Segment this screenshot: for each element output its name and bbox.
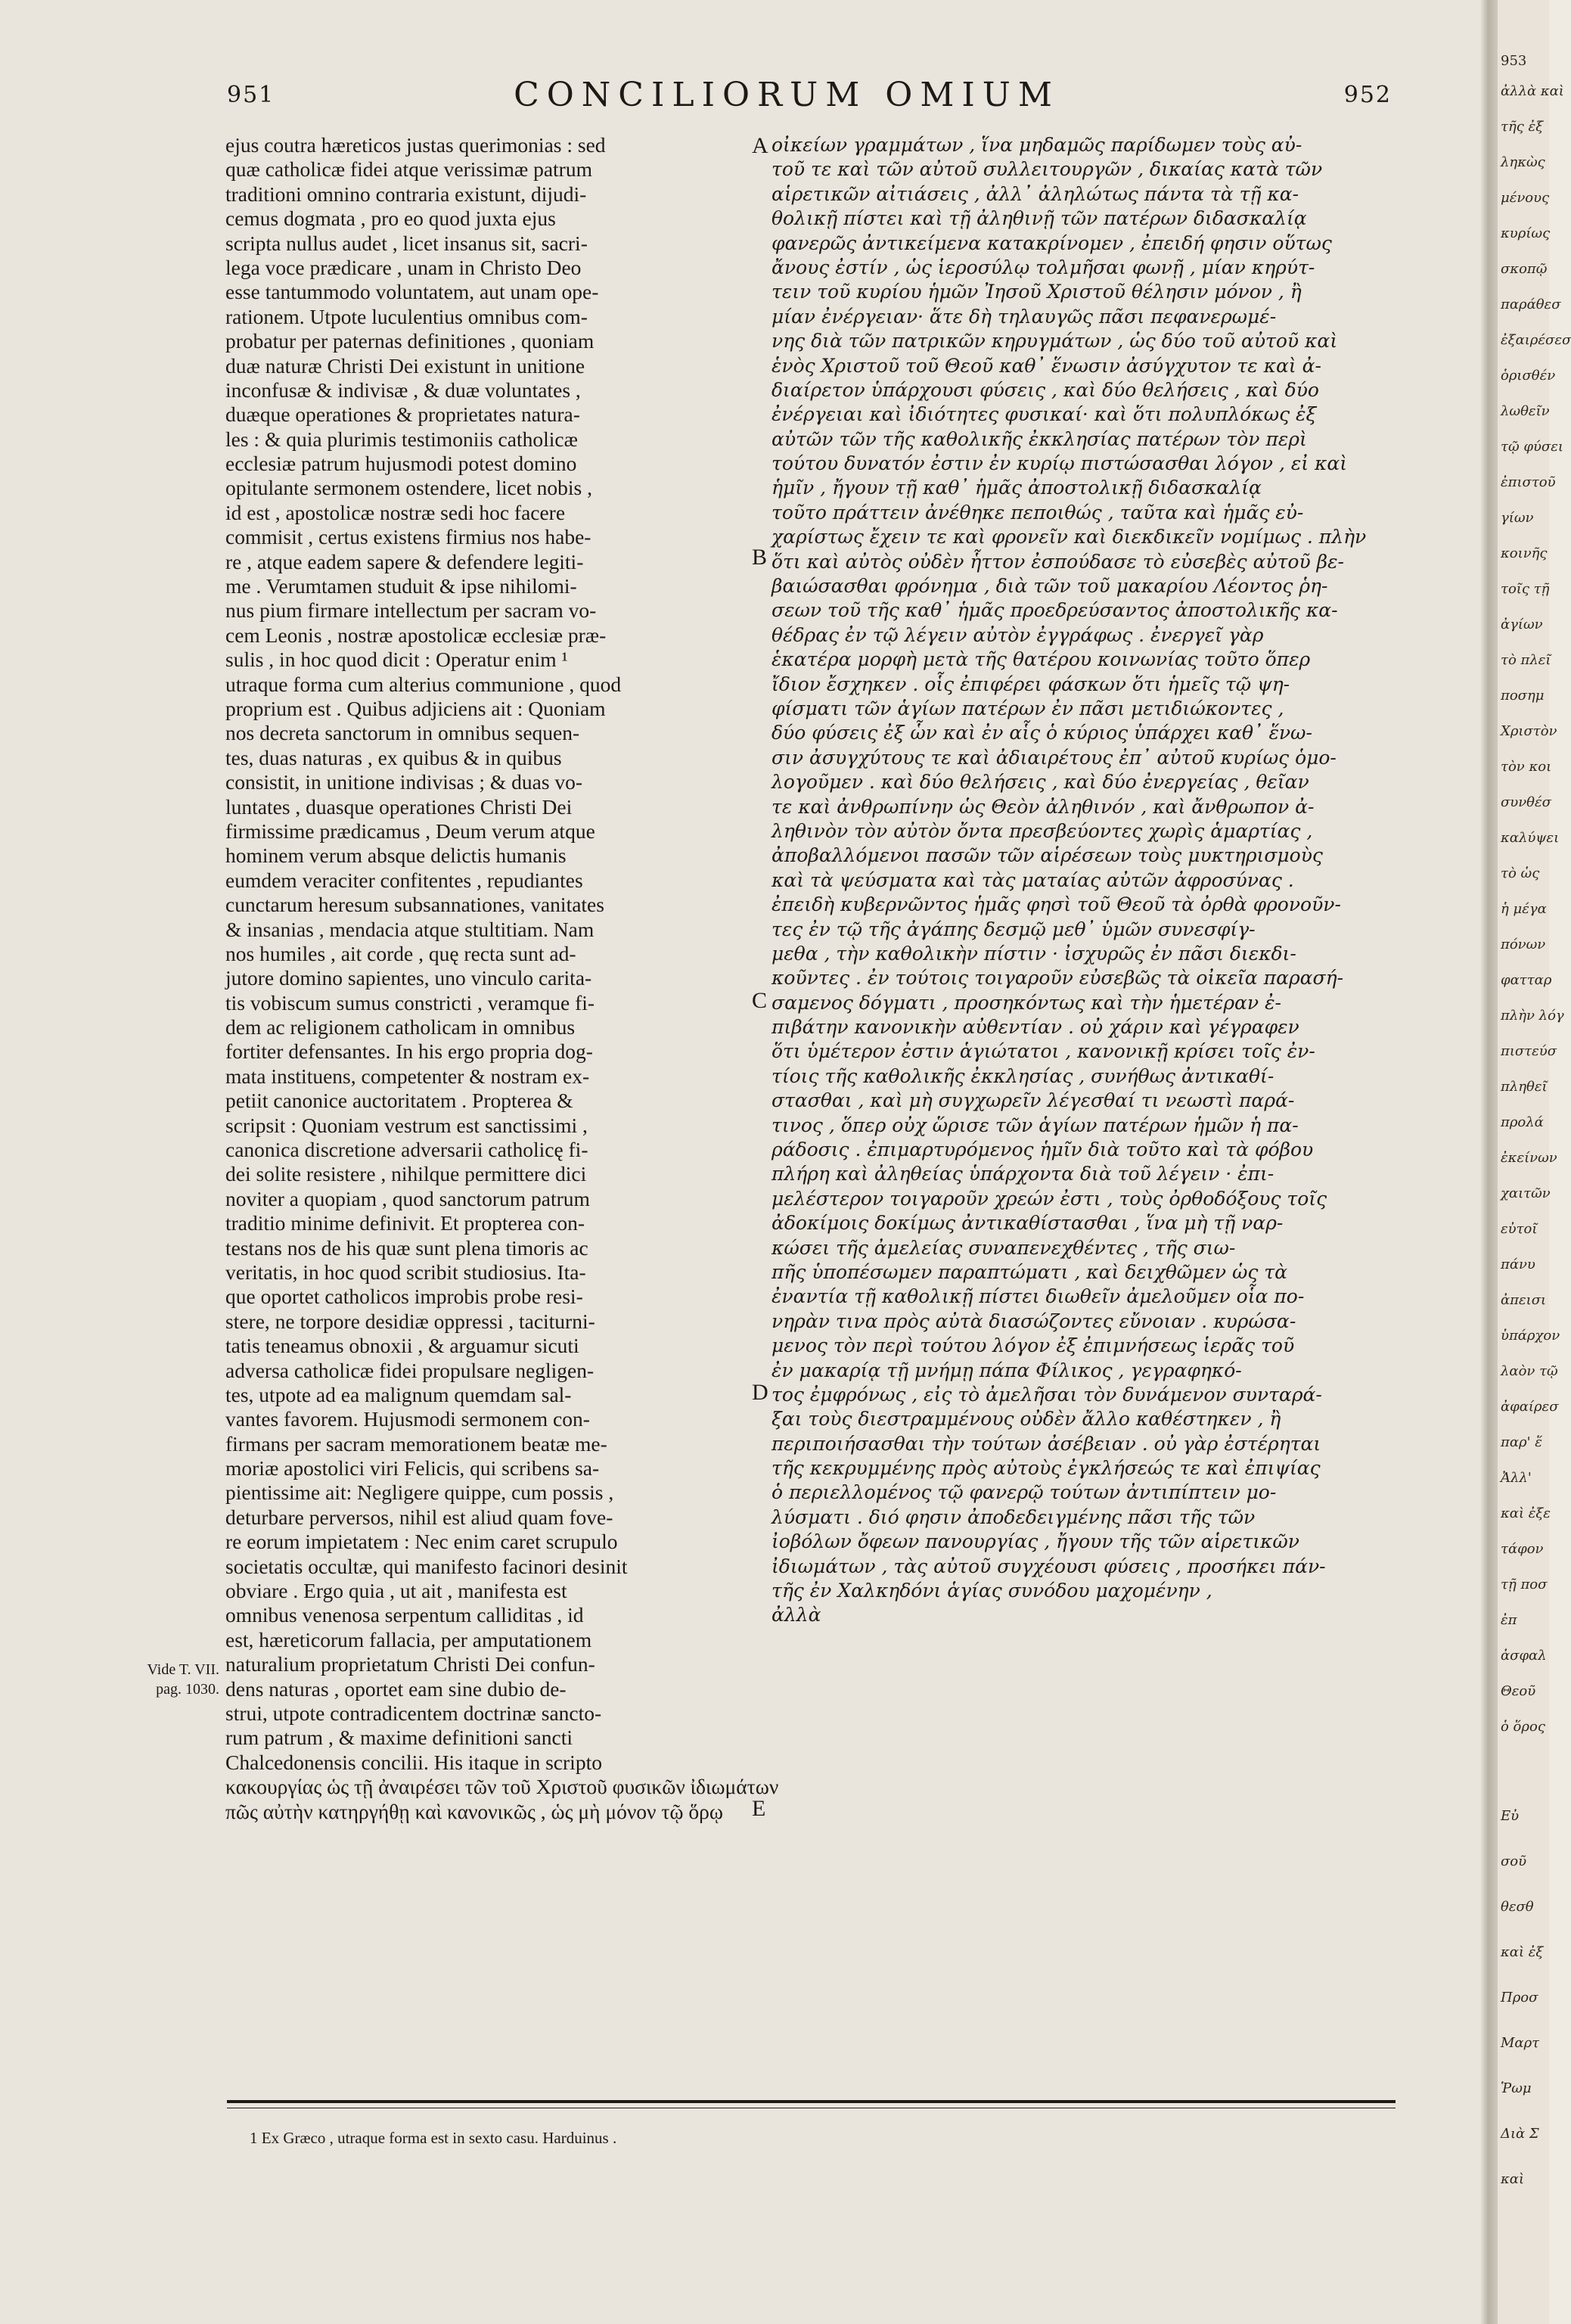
greek-text-line: τῆς ἐν Χαλκηδόνι ἁγίας συνόδου μαχομένην , — [772, 1580, 1212, 1602]
greek-text-line: ἀδοκίμοις δοκίμως ἀντικαθίστασθαι , ἵνα μὴ τῇ ναρ- — [772, 1212, 1284, 1235]
latin-text-line: petiit canonice auctoritatem . Propterea & — [225, 1089, 573, 1113]
next-page-edge — [1498, 0, 1571, 2324]
greek-text-line: νης διὰ τῶν πατρικῶν κηρυγμάτων , ὡς δύο τοῦ αὐτοῦ καὶ — [772, 330, 1338, 353]
next-page-line: κυρίως — [1501, 225, 1551, 241]
next-page-number: 953 — [1501, 53, 1527, 69]
greek-text-line: μελέστερον τοιγαροῦν χρεών ἐστι , τοὺς ὀρθοδόξους τοῖς — [772, 1187, 1327, 1210]
greek-text-line: τοῦ τε καὶ τῶν αὐτοῦ συλλειτουργῶν , δικαίας κατὰ τῶν — [772, 158, 1323, 181]
latin-text-line: canonica discretione adversarii catholicę fi- — [225, 1138, 588, 1162]
next-page-line: ἀφαίρεσ — [1501, 1399, 1559, 1415]
next-page-line: γίων — [1501, 510, 1534, 526]
next-page-line: πλὴν λόγ — [1501, 1008, 1564, 1024]
next-page-line: καὶ ἐξε — [1501, 1505, 1551, 1521]
latin-text-line: consistit, in unitione indivisas ; & duas vo- — [225, 770, 583, 794]
greek-text-line: τοῦτο πράττειν ἀνέθηκε πεποιθώς , ταῦτα καὶ ἡμᾶς εὐ- — [772, 501, 1304, 524]
next-page-line: ἐκείνων — [1501, 1150, 1557, 1166]
next-page-line: τάφον — [1501, 1541, 1544, 1557]
greek-text-line: αἱρετικῶν αἰτιάσεις , ἀλλ᾽ ἀληλώτως πάντα τὰ τῇ κα- — [772, 182, 1299, 205]
greek-text-line: σιν ἀσυγχύτους τε καὶ ἀδιαιρέτους ἐπ᾽ αὐτοῦ κυρίως ὁμο- — [772, 746, 1337, 769]
greek-text-line: λύσματι . διό φησιν ἀποδεδειγμένης πᾶσι τῆς τῶν — [772, 1505, 1256, 1528]
latin-text-line: que oportet catholicos improbis probe resi- — [225, 1285, 583, 1309]
next-page-line: ἀγίων — [1501, 617, 1543, 632]
next-page-line: ἐπιστοῦ — [1501, 474, 1556, 490]
greek-text-line: ἀποβαλλόμενοι πασῶν τῶν αἱρέσεων τοὺς μυκτηρισμοὺς — [772, 844, 1323, 867]
latin-text-line: commisit , certus existens firmius nos habe- — [225, 525, 591, 549]
next-page-line: λωθεῖν — [1501, 403, 1550, 419]
latin-text-line: probatur per paternas definitiones , quoniam — [225, 329, 595, 353]
next-page-line: Μαρτ — [1501, 2035, 1540, 2051]
latin-text-line: jutore domino sapientes, uno vinculo carita- — [225, 966, 592, 990]
greek-text-line: μενος τὸν περὶ τούτου λόγον ἐξ ἐπιμνήσεως ἱερᾶς τοῦ — [772, 1334, 1295, 1357]
next-page-line: Ἀλλ' — [1501, 1470, 1532, 1486]
greek-text-line: ἐπειδὴ κυβερνῶντος ἡμᾶς φησὶ τοῦ Θεοῦ τὰ ὀρθὰ φρονοῦν- — [772, 893, 1341, 916]
greek-text-line: τίοις τῆς καθολικῆς ἐκκλησίας , συνήθως ἀντικαθί- — [772, 1064, 1274, 1087]
latin-text-line: cunctarum heresum subsannationes, vanitates — [225, 893, 604, 917]
next-page-line: τοῖς τῇ — [1501, 581, 1550, 597]
latin-text-line: cemus dogmata , pro eo quod juxta ejus — [225, 207, 556, 231]
latin-text-line: stere, ne torpore desidiæ oppressi , taciturni- — [225, 1309, 595, 1333]
latin-column — [225, 133, 779, 2097]
greek-text-line: τινος , ὅπερ οὐχ ὥρισε τῶν ἁγίων πατέρων ἡμῶν ἡ πα- — [772, 1114, 1299, 1136]
margin-note-line: Vide T. VII. — [147, 1661, 219, 1678]
section-marker-e: E — [752, 1796, 766, 1821]
latin-text-line: dens naturas , oportet eam sine dubio de- — [225, 1676, 567, 1701]
footnote-rule — [227, 2100, 1396, 2103]
latin-text-line: vantes favorem. Hujusmodi sermonem con- — [225, 1407, 590, 1431]
next-page-line: ἀλλὰ καὶ — [1501, 83, 1564, 99]
latin-text-line: traditio minime definivit. Et propterea con- — [225, 1211, 585, 1235]
running-title: CONCILIORUM OMIUM — [514, 76, 1060, 114]
latin-text-line: veritatis, in hoc quod scribit studiosius. Ita- — [225, 1260, 586, 1284]
greek-text-line: ὅτι καὶ αὐτὸς οὐδὲν ἧττον ἐσπούδασε τὸ εὐσεβὲς αὐτοῦ βε- — [772, 550, 1344, 573]
next-page-line: Χριστὸν — [1501, 723, 1557, 739]
page-number-left: 951 — [227, 82, 275, 108]
next-page-line: ἀσφαλ — [1501, 1648, 1547, 1664]
latin-text-line: tes, duas naturas , ex quibus & in quibus — [225, 745, 562, 769]
greek-text-line: διαίρετον ὑπάρχουσι φύσεις , καὶ δύο θελήσεις , καὶ δύο — [772, 378, 1319, 401]
greek-text-line: στασθαι , καὶ μὴ συγχωρεῖν λέγεσθαί τι νεωστὶ παρά- — [772, 1089, 1295, 1112]
latin-text-line: tis vobiscum sumus constricti , veramque fi- — [225, 990, 595, 1014]
latin-text-line: dei solite resistere , nihilque permittere dici — [225, 1162, 587, 1186]
greek-text-line: σαμενος δόγματι , προσηκόντως καὶ τὴν ἡμετέραν ἐ- — [772, 991, 1281, 1014]
greek-text-line: καὶ τὰ ψεύσματα καὶ τὰς ματαίας αὐτῶν ἀφροσύνας . — [772, 868, 1294, 891]
greek-text-line: ἡμῖν , ἤγουν τῇ καθ᾽ ἡμᾶς ἀποστολικῇ διδασκαλίᾳ — [772, 477, 1262, 499]
next-page-line: Εὐ — [1501, 1808, 1520, 1824]
greek-text-line: τειν τοῦ κυρίου ἡμῶν Ἰησοῦ Χριστοῦ θέλησιν μόνον , ἢ — [772, 281, 1302, 303]
greek-text-line: τῆς κεκρυμμένης πρὸς αὐτοὺς ἐγκλήσεώς τε καὶ ἐπιψίας — [772, 1457, 1321, 1480]
next-page-line: πιστεύσ — [1501, 1043, 1557, 1059]
greek-text-line: τούτου δυνατόν ἐστιν ἐν κυρίῳ πιστώσασθαι λόγον , εἰ καὶ — [772, 452, 1348, 475]
next-page-line: παρ' ἕ — [1501, 1434, 1542, 1450]
latin-text-line: utraque forma cum alterius communione , quod — [225, 672, 622, 696]
next-page-line: Διὰ Σ — [1501, 2126, 1539, 2142]
greek-text-line: μίαν ἐνέργειαν· ἅτε δὴ τηλαυγῶς πᾶσι πεφανερωμέ- — [772, 305, 1277, 328]
next-page-line: τῆς ἐξ — [1501, 119, 1544, 135]
latin-text-line: mata instituens, competenter & nostram ex- — [225, 1064, 590, 1088]
greek-text-line: ἰδιωμάτων , τὰς αὐτοῦ συγχέουσι φύσεις , προσήκει πάν- — [772, 1555, 1326, 1577]
footnote: 1 Ex Græco , utraque forma est in sexto casu. Harduinus . — [250, 2129, 617, 2147]
margin-note-line: pag. 1030. — [156, 1681, 219, 1698]
latin-text-line: cem Leonis , nostræ apostolicæ ecclesiæ præ- — [225, 623, 607, 647]
greek-text-line: ράδοσις . ἐπιμαρτυρόμενος ἡμῖν διὰ τοῦτο καὶ τὰ φόβου — [772, 1139, 1314, 1161]
greek-text-line: ἐν μακαρίᾳ τῇ μνήμῃ πάπα Φίλικος , γεγραφηκό- — [772, 1359, 1242, 1381]
latin-text-line: scripta nullus audet , licet insanus sit, sacri- — [225, 231, 588, 255]
greek-text-line: κώσει τῆς ἀμελείας συναπενεχθέντες , τῆς σιω- — [772, 1236, 1236, 1259]
greek-text-line: ἐνέργειαι καὶ ἰδιότητες φυσικαί· καὶ ὅτι πολυπλόκως ἐξ — [772, 403, 1317, 426]
latin-text-line: rum patrum , & maxime definitioni sancti — [225, 1726, 573, 1750]
next-page-line: λαὸν τῷ — [1501, 1363, 1558, 1379]
latin-text-line: tes, utpote ad ea malignum quemdam sal- — [225, 1382, 572, 1406]
latin-text-line: me . Verumtamen studuit & ipse nihilomi- — [225, 574, 577, 598]
greek-text-line: θέδρας ἐν τῷ λέγειν αὐτὸν ἐγγράφως . ἐνεργεῖ γὰρ — [772, 623, 1264, 646]
next-page-line: ἐπ — [1501, 1612, 1517, 1628]
latin-text-line: adversa catholicæ fidei propulsare negligen- — [225, 1358, 595, 1382]
greek-text-line: νηρὰν τινα πρὸς αὐτὰ διασώζοντες εὔνοιαν . κυρώσα- — [772, 1310, 1296, 1332]
latin-text-line: duæ naturæ Christi Dei existunt in unitione — [225, 353, 585, 377]
greek-text-line: τες ἐν τῷ τῆς ἀγάπης δεσμῷ μεθ᾽ ὑμῶν συνεσφίγ- — [772, 918, 1256, 940]
latin-text-line: naturalium proprietatum Christi Dei confun- — [225, 1652, 595, 1676]
greek-text-line: ἀλλὰ — [772, 1604, 821, 1626]
next-page-line: συνθέσ — [1501, 794, 1551, 810]
latin-text-line: les : & quia plurimis testimoniis catholicæ — [225, 427, 578, 451]
next-page-line: ὑπάρχον — [1501, 1328, 1560, 1344]
latin-text-line: κακουργίας ὡς τῇ ἀναιρέσει τῶν τοῦ Χριστοῦ φυσικῶν ἰδιωμάτων — [225, 1775, 779, 1799]
latin-text-line: hominem verum absque delictis humanis — [225, 844, 567, 868]
latin-text-line: obviare . Ergo quia , ut ait , manifesta est — [225, 1579, 567, 1603]
latin-text-line: rationem. Utpote luculentius omnibus com- — [225, 304, 588, 328]
next-page-line: κοινῆς — [1501, 545, 1548, 561]
next-page-line: ποσημ — [1501, 688, 1545, 704]
next-page-line: ληκὼς — [1501, 154, 1545, 170]
latin-text-line: fortiter defensantes. In his ergo propria dog- — [225, 1039, 593, 1064]
latin-text-line: & insanias , mendacia atque stultitiam. Nam — [225, 917, 595, 941]
page-number-right: 952 — [1343, 82, 1392, 108]
greek-text-line: κοῦντες . ἐν τούτοις τοιγαροῦν εὐσεβῶς τὰ οἰκεῖα παρασή- — [772, 967, 1344, 990]
page-header — [227, 76, 1392, 121]
next-page-line: καὶ — [1501, 2171, 1525, 2187]
latin-text-line: dem ac religionem catholicam in omnibus — [225, 1015, 576, 1039]
latin-text-line: nos decreta sanctorum in omnibus sequen- — [225, 721, 580, 745]
book-gutter — [1481, 0, 1498, 2324]
latin-text-line: traditioni omnino contraria existunt, dijudi- — [225, 182, 587, 206]
greek-text-line: πῆς ὑποπέσωμεν παραπτώματι , καὶ δειχθῶμεν ὡς τὰ — [772, 1260, 1288, 1283]
latin-text-line: proprium est . Quibus adjiciens ait : Quoniam — [225, 696, 606, 720]
next-page-line: τὸ ὡς — [1501, 865, 1540, 881]
next-page-line: ὁ ὅρος — [1501, 1719, 1545, 1735]
next-page-line: ὁρισθέν — [1501, 368, 1556, 384]
next-page-line: σοῦ — [1501, 1853, 1527, 1869]
margin-note — [106, 1660, 219, 1699]
next-page-line: ἐξαιρέσεσ — [1501, 332, 1571, 348]
latin-text-line: moriæ apostolici viri Felicis, qui scribens sa- — [225, 1456, 600, 1480]
latin-text-line: noviter a quopiam , quod sanctorum patrum — [225, 1186, 590, 1210]
greek-text-line: πιβάτην κανονικὴν αὐθεντίαν . οὐ χάριν καὶ γέγραφεν — [772, 1016, 1299, 1039]
next-page-line: καλύψει — [1501, 830, 1560, 846]
latin-text-line: testans nos de his quæ sunt plena timoris ac — [225, 1235, 588, 1260]
section-marker-d: D — [752, 1380, 768, 1405]
greek-text-line: δύο φύσεις ἐξ ὧν καὶ ἐν αἷς ὁ κύριος ὑπάρχει καθ᾽ ἕνω- — [772, 722, 1312, 744]
next-page-line: Προσ — [1501, 1990, 1538, 2006]
latin-text-line: esse tantummodo voluntatem, aut unam ope- — [225, 280, 599, 304]
latin-text-line: ecclesiæ patrum hujusmodi potest domino — [225, 452, 577, 476]
latin-text-line: deturbare perversos, nihil est aliud quam fove- — [225, 1505, 613, 1529]
next-page-line: καὶ ἐξ — [1501, 1944, 1544, 1960]
next-page-line: ἡ μέγα — [1501, 901, 1547, 917]
greek-text-line: ὁ περιελλομένος τῷ φανερῷ τούτων ἀντιπίπτειν μο- — [772, 1481, 1277, 1504]
greek-text-line: ἑνὸς Χριστοῦ τοῦ Θεοῦ καθ᾽ ἕνωσιν ἀσύγχυτον τε καὶ ἀ- — [772, 354, 1321, 377]
latin-text-line: πῶς αὐτὴν κατηργήθῃ καὶ κανονικῶς , ὡς μὴ μόνον τῷ ὅρῳ — [225, 1799, 723, 1823]
latin-text-line: opitulante sermonem ostendere, licet nobis , — [225, 476, 592, 500]
next-page-line: τὸ πλεῖ — [1501, 652, 1551, 668]
next-page-line: πάνυ — [1501, 1257, 1535, 1272]
latin-text-line: est, hæreticorum fallacia, per amputationem — [225, 1627, 592, 1651]
latin-text-line: scripsit : Quoniam vestrum est sanctissimi , — [225, 1113, 588, 1137]
latin-text-line: id est , apostolicæ nostræ sedi hoc facere — [225, 500, 566, 524]
greek-text-line: φανερῶς ἀντικείμενα κατακρίνομεν , ἐπειδή φησιν οὕτως — [772, 231, 1332, 254]
latin-text-line: ejus coutra hæreticos justas querimonias : sed — [225, 133, 606, 157]
next-page-line: Ῥωμ — [1501, 2080, 1532, 2096]
latin-text-line: Chalcedonensis concilii. His itaque in scripto — [225, 1750, 602, 1774]
greek-text-line: περιποιήσασθαι τὴν τούτων ἀσέβειαν . οὐ γὰρ ἐστέρηται — [772, 1432, 1321, 1455]
greek-text-line: ὅτι ὑμέτερον ἐστιν ἁγιώτατοι , κανονικῇ κρίσει τοῖς ἐν- — [772, 1040, 1315, 1063]
greek-column — [772, 133, 1392, 2097]
next-page-line: προλά — [1501, 1114, 1544, 1130]
next-page-line: μένους — [1501, 190, 1550, 206]
latin-text-line: strui, utpote contradicentem doctrinæ sancto- — [225, 1701, 602, 1725]
greek-text-line: ἰοβόλων ὄφεων πανουργίας , ἤγουν τῆς τῶν αἱρετικῶν — [772, 1530, 1299, 1553]
greek-text-line: τε καὶ ἀνθρωπίνην ὡς Θεὸν ἀληθινόν , καὶ ἄνθρωπον ἀ- — [772, 795, 1315, 818]
next-page-line: τὸν κοι — [1501, 759, 1552, 775]
latin-text-line: nos humiles , ait corde , quę recta sunt ad- — [225, 941, 576, 965]
latin-text-line: societatis occultæ, qui manifesto facinori desinit — [225, 1554, 628, 1578]
latin-text-line: luntates , duasque operationes Christi Dei — [225, 794, 573, 819]
next-page-line: τῇ ποσ — [1501, 1577, 1548, 1592]
greek-text-line: ἴδιον ἔσχηκεν . οἷς ἐπιφέρει φάσκων ὅτι ἡμεῖς τῷ ψη- — [772, 673, 1290, 695]
latin-text-line: tatis teneamus obnoxii , & arguamur sicuti — [225, 1334, 579, 1358]
next-page-line: εὐτοῖ — [1501, 1221, 1538, 1237]
next-page-line: παράθεσ — [1501, 297, 1561, 312]
latin-text-line: re eorum impietatem : Nec enim caret scrupulo — [225, 1530, 618, 1554]
greek-text-line: πλήρη καὶ ἀληθείας ὑπάρχοντα διὰ τοῦ λέγειν · ἐπι- — [772, 1163, 1274, 1185]
next-page-line: σκοπῷ — [1501, 261, 1548, 277]
section-marker-c: C — [752, 988, 768, 1013]
section-marker-b: B — [752, 545, 768, 570]
next-page-line: πληθεῖ — [1501, 1079, 1548, 1095]
next-page-line: φατταρ — [1501, 972, 1552, 988]
latin-text-line: nus pium firmare intellectum per sacram vo- — [225, 598, 597, 623]
latin-text-line: pientissime ait: Negligere quippe, cum possis , — [225, 1480, 614, 1505]
latin-text-line: duæque operationes & proprietates natura- — [225, 402, 580, 427]
latin-text-line: firmissime prædicamus , Deum verum atque — [225, 819, 595, 843]
greek-text-line: χαρίστως ἔχειν τε καὶ φρονεῖν καὶ διεκδικεῖν νομίμως . πλὴν — [772, 526, 1367, 548]
latin-text-line: lega voce prædicare , unam in Christo Deo — [225, 255, 582, 279]
greek-text-line: τος ἐμφρόνως , εἰς τὸ ἀμελῆσαι τὸν δυνάμενον συνταρά- — [772, 1383, 1322, 1406]
latin-text-line: re , atque eadem sapere & defendere legiti- — [225, 549, 584, 573]
greek-text-line: θολικῇ πίστει καὶ τῇ ἀληθινῇ τῶν πατέρων διδασκαλίᾳ — [772, 207, 1307, 230]
greek-text-line: σεων τοῦ τῆς καθ᾽ ἡμᾶς προεδρεύσαντος ἀποστολικῆς κα- — [772, 599, 1338, 622]
greek-text-line: οἰκείων γραμμάτων , ἵνα μηδαμῶς παρίδωμεν τοὺς αὐ- — [772, 134, 1302, 156]
latin-text-line: sulis , in hoc quod dicit : Operatur enim ¹ — [225, 648, 568, 672]
latin-text-line: quæ catholicæ fidei atque verissimæ patrum — [225, 157, 592, 182]
next-page-line: πόνων — [1501, 937, 1546, 952]
greek-text-line: βαιώσασθαι φρόνημα , διὰ τῶν τοῦ μακαρίου Λέοντος ῥη- — [772, 575, 1328, 598]
latin-text-line: eumdem veraciter confitentes , repudiantes — [225, 868, 583, 892]
section-marker-a: A — [752, 133, 768, 158]
next-page-line: θεσθ — [1501, 1899, 1534, 1915]
next-page-line: τῷ φύσει — [1501, 439, 1563, 455]
greek-text-line: ἐναντία τῇ καθολικῇ πίστει διωθεῖν ἀμελοῦμεν οἷα πο- — [772, 1285, 1305, 1308]
greek-text-line: φίσματι τῶν ἁγίων πατέρων ἐν πᾶσι μετιδιώκοντες , — [772, 697, 1284, 719]
greek-text-line: ξαι τοὺς διεστραμμένους οὐδὲν ἄλλο καθέστηκεν , ἢ — [772, 1408, 1281, 1431]
greek-text-line: μεθα , τὴν καθολικὴν πίστιν · ἰσχυρῶς ἐν πᾶσι διεκδι- — [772, 942, 1296, 965]
greek-text-line: ληθινὸν τὸν αὐτὸν ὄντα πρεσβεύοντες χωρὶς ἁμαρτίας , — [772, 819, 1313, 842]
greek-text-line: ἑκατέρα μορφὴ μετὰ τῆς θατέρου κοινωνίας τοῦτο ὅπερ — [772, 648, 1311, 671]
next-page-line: Θεοῦ — [1501, 1683, 1536, 1699]
latin-text-line: firmans per sacram memorationem beatæ me- — [225, 1431, 607, 1456]
next-page-line: χαιτῶν — [1501, 1185, 1551, 1201]
next-page-line: ἀπεισι — [1501, 1292, 1547, 1308]
latin-text-line: omnibus venenosa serpentum calliditas , id — [225, 1603, 584, 1627]
greek-text-line: αὐτῶν τῶν τῆς καθολικῆς ἐκκλησίας πατέρων τὸν περὶ — [772, 427, 1307, 450]
latin-text-line: inconfusæ & indivisæ , & duæ voluntates , — [225, 377, 581, 402]
greek-text-line: λογοῦμεν . καὶ δύο θελήσεις , καὶ δύο ἐνεργείας , θεῖαν — [772, 771, 1309, 794]
greek-text-line: ἄνους ἐστίν , ὡς ἱεροσύλῳ τολμῆσαι φωνῇ , μίαν κηρύτ- — [772, 256, 1315, 278]
